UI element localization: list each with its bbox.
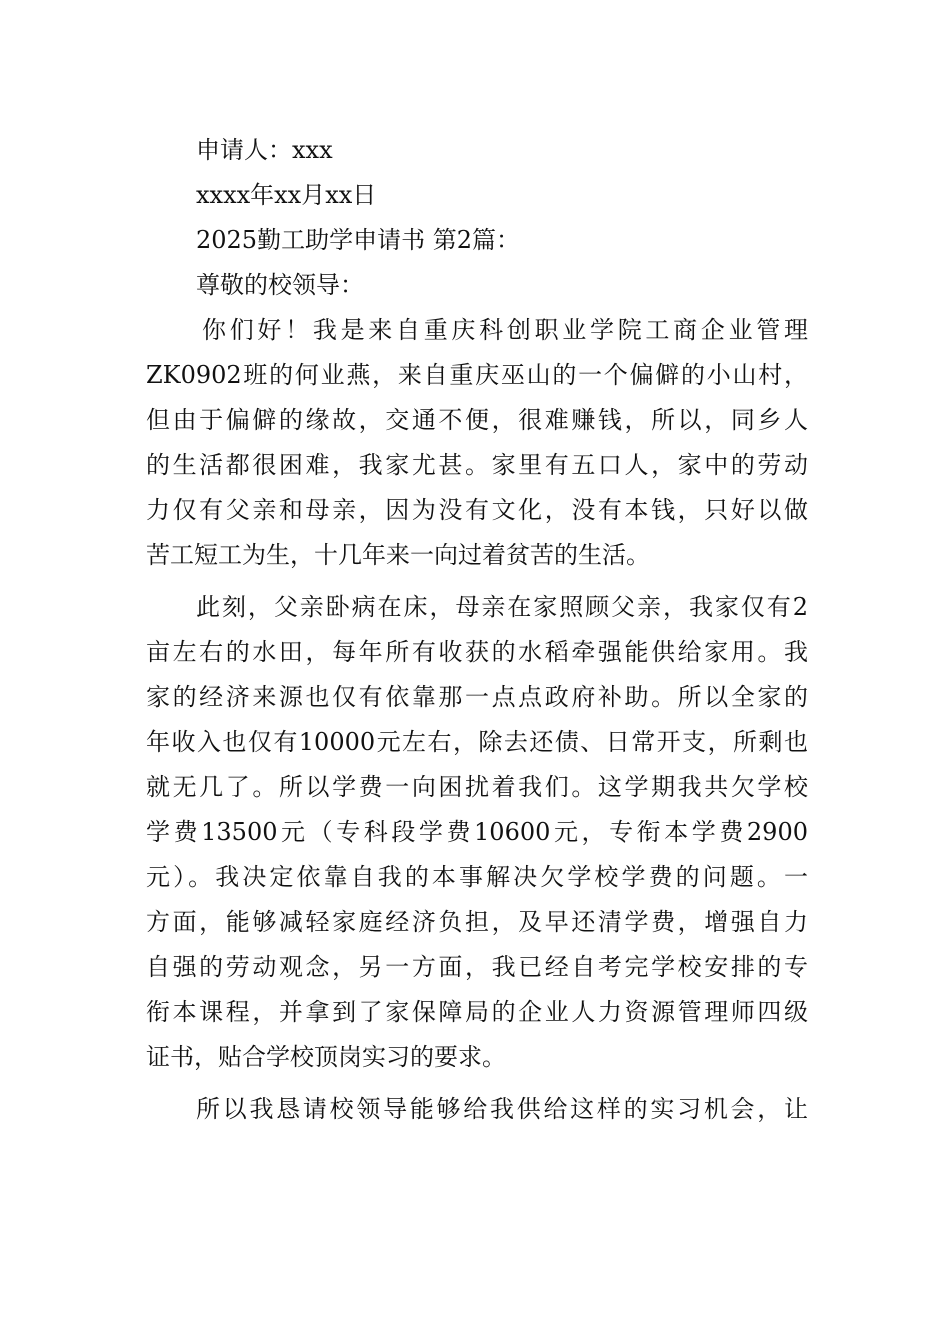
paragraph-line: ZK0902班的何业燕，来自重庆巫山的一个偏僻的小山村， (146, 361, 808, 389)
paragraph-line: 此刻，父亲卧病在床，母亲在家照顾父亲，我家仅有2 (196, 593, 808, 621)
salutation: 尊敬的校领导： (196, 271, 364, 299)
paragraph-line: 力仅有父亲和母亲，因为没有文化，没有本钱，只好以做 (146, 496, 808, 524)
section-heading: 2025勤工助学申请书 第2篇： (196, 226, 520, 254)
paragraph-line: 学费13500元（专科段学费10600元，专衔本学费2900 (146, 818, 808, 846)
paragraph-2 (146, 585, 808, 1080)
applicant-line: 申请人：xxx (196, 136, 333, 164)
paragraph-line: 的生活都很困难，我家尤甚。家里有五口人，家中的劳动 (146, 451, 808, 479)
paragraph-line: 但由于偏僻的缘故，交通不便，很难赚钱，所以，同乡人 (146, 406, 808, 434)
paragraph-line: 所以我恳请校领导能够给我供给这样的实习机会，让 (196, 1095, 808, 1123)
paragraph-line: 就无几了。所以学费一向困扰着我们。这学期我共欠学校 (146, 773, 808, 801)
paragraph-line: 衔本课程，并拿到了家保障局的企业人力资源管理师四级 (146, 998, 808, 1026)
paragraph-line: 自强的劳动观念，另一方面，我已经自考完学校安排的专 (146, 953, 808, 981)
paragraph-3 (146, 1087, 808, 1132)
paragraph-line: 你们好！我是来自重庆科创职业学院工商企业管理 (202, 316, 808, 344)
paragraph-line: 证书，贴合学校顶岗实习的要求。 (146, 1043, 506, 1071)
paragraph-line: 家的经济来源也仅有依靠那一点点政府补助。所以全家的 (146, 683, 808, 711)
paragraph-line: 年收入也仅有10000元左右，除去还债、日常开支，所剩也 (146, 728, 808, 756)
paragraph-line: 方面，能够减轻家庭经济负担，及早还清学费，增强自力 (146, 908, 808, 936)
paragraph-line: 亩左右的水田，每年所有收获的水稻牵强能供给家用。我 (146, 638, 808, 666)
date-line: xxxx年xx月xx日 (196, 181, 377, 209)
paragraph-line: 元）。我决定依靠自我的本事解决欠学校学费的问题。一 (146, 863, 808, 891)
paragraph-1 (146, 308, 808, 578)
document-body (146, 128, 808, 1132)
paragraph-line: 苦工短工为生，十几年来一向过着贫苦的生活。 (146, 541, 650, 569)
